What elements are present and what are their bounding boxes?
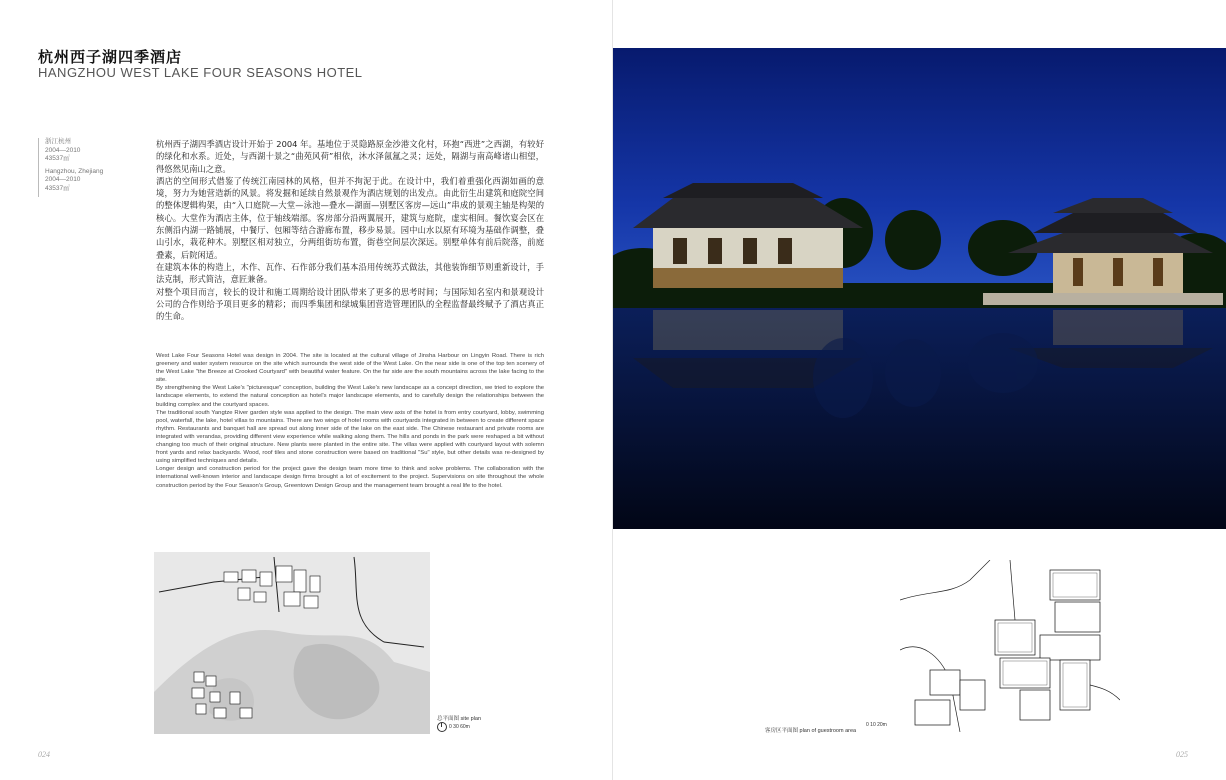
meta-years-en: 2004—2010 [45, 176, 81, 183]
page-number-left: 024 [38, 750, 50, 759]
site-plan-drawing [154, 552, 430, 734]
guestroom-plan-caption: 客房区平面图 plan of guestroom area [765, 728, 857, 734]
paragraph: 杭州西子湖四季酒店设计开始于 2004 年。基地位于灵隐路原金沙港文化村，环抱“西进”之西湖，有较好的绿化和水系。近处，与西湖十景之“曲苑风荷”相依，沐水泽氤氲之灵；远处，隔湖与南高峰诸山相望，得悠然见南山之意。 [156, 139, 544, 174]
north-arrow-icon [437, 722, 447, 732]
meta-location-en: Hangzhou, Zhejiang [45, 167, 104, 175]
paragraph: 对整个项目而言，较长的设计和施工周期给设计团队带来了更多的思考时间；与国际知名室内和景观设计公司的合作则给予项目更多的精彩；而四季集团和绿城集团营造管理团队的全程监督最终赋予了酒店真正的生命。 [156, 286, 544, 322]
meta-chinese [45, 138, 125, 164]
paragraph: 在建筑本体的构造上，木作、瓦作、石作部分我们基本沿用传统苏式做法，其他装饰细节则重新设计，手法克制，形式简洁，意匠兼备。 [156, 261, 544, 285]
hotel-lake-photo [613, 48, 1226, 529]
guestroom-plan-scale: 0 10 20m [866, 722, 887, 728]
paragraph: By strengthening the West Lake's "picturesque" conception, building the West Lake's new landscape as a concept direction, we tried to explore the landscape elements, to extend the natural conception as hotel's major landscape elements, and to carefully design the relationships between the building complex and the courtyard spaces. [156, 385, 544, 408]
paragraph: Longer design and construction period for the project gave the design team more time to think and solve problems. The collaboration with the international well-known interior and landscape design firms brought a lot of excitement to the project. Supervisions on site throughout the whole construction period by the Four Season's Group, Greentown Design Group and the management team brought a real life to the hotel. [156, 466, 544, 489]
paragraph: West Lake Four Seasons Hotel was design in 2004. The site is located at the cultural village of Jinsha Harbour on Lingyin Road. There is rich greenery and water system resource on the site which surrounds the west side of the West Lake. On the near side is one of the top ten scenery of the West Lake "the Breeze at Crooked Courtyard" with beautiful water feature. On the far side are the south mountains across the lake facing to the site. [156, 353, 544, 384]
meta-english [45, 168, 125, 194]
meta-location-cn: 浙江杭州 [45, 138, 71, 145]
body-text-chinese [156, 138, 544, 322]
guestroom-plan-drawing [900, 560, 1120, 732]
title-english: HANGZHOU WEST LAKE FOUR SEASONS HOTEL [38, 65, 363, 80]
site-plan-scale [437, 722, 470, 732]
page-number-right: 025 [1176, 750, 1188, 759]
meta-years-cn: 2004—2010 [45, 146, 81, 154]
paragraph: 酒店的空间形式借鉴了传统江南园林的风格，但并不拘泥于此。在设计中，我们着重强化西湖如画的意境，努力为她营造新的风景。将发掘和延续自然景观作为酒店规划的出发点。由此衍生出建筑和庭院空间的整体逻辑构架，由“入口庭院—大堂—泳池—叠水—湖面—别墅区客房—远山”串成的景观主轴是构架的核心。大堂作为酒店主体，位于轴线端部。客房部分沿两翼展开，建筑与庭院，虚实相间。餐饮宴会区在东侧沿内湖一路铺展，中餐厅、包厢等结合游廊布置，移步易景。园中山水以原有环境为基础作调整，叠山引水，栽花种木。别墅区相对独立，分两组街坊布置，街巷空间层次深远。别墅单体有前后院落，前庭叠素，后院闲适。 [156, 175, 544, 260]
project-meta [38, 138, 125, 197]
body-text-english [156, 352, 544, 490]
title-chinese: 杭州西子湖四季酒店 [38, 48, 183, 66]
meta-area-cn: 43537㎡ [45, 155, 70, 162]
paragraph: The traditional south Yangtze River garden style was applied to the design. The main view axis of the hotel is from entry courtyard, lobby, swimming pool, waterfall, the lake, hotel villas to mountains. There are two wings of hotel rooms with courtyards integrated in between to create different space rhythm. Restaurants and banquet hall are spread out along inner side of the lake on the east side. The Chinese restaurant and private rooms are integrated with verandas, providing different view experience while walking along them. The hills and ponds in the park were reshaped a bit without changing too much of their original structure. New plants were planted in the entire site. The villas were applied with courtyard layout with solemn front yards and relax backyards. Wood, roof tiles and stone construction were based on traditional "Su" style, but other details was re-designed by using simplified techniques and details. [156, 409, 544, 465]
scale-bar-label: 0 30 60m [449, 724, 470, 730]
meta-area-en: 43537㎡ [45, 184, 70, 192]
site-plan-caption: 总平面图 site plan [437, 716, 482, 722]
